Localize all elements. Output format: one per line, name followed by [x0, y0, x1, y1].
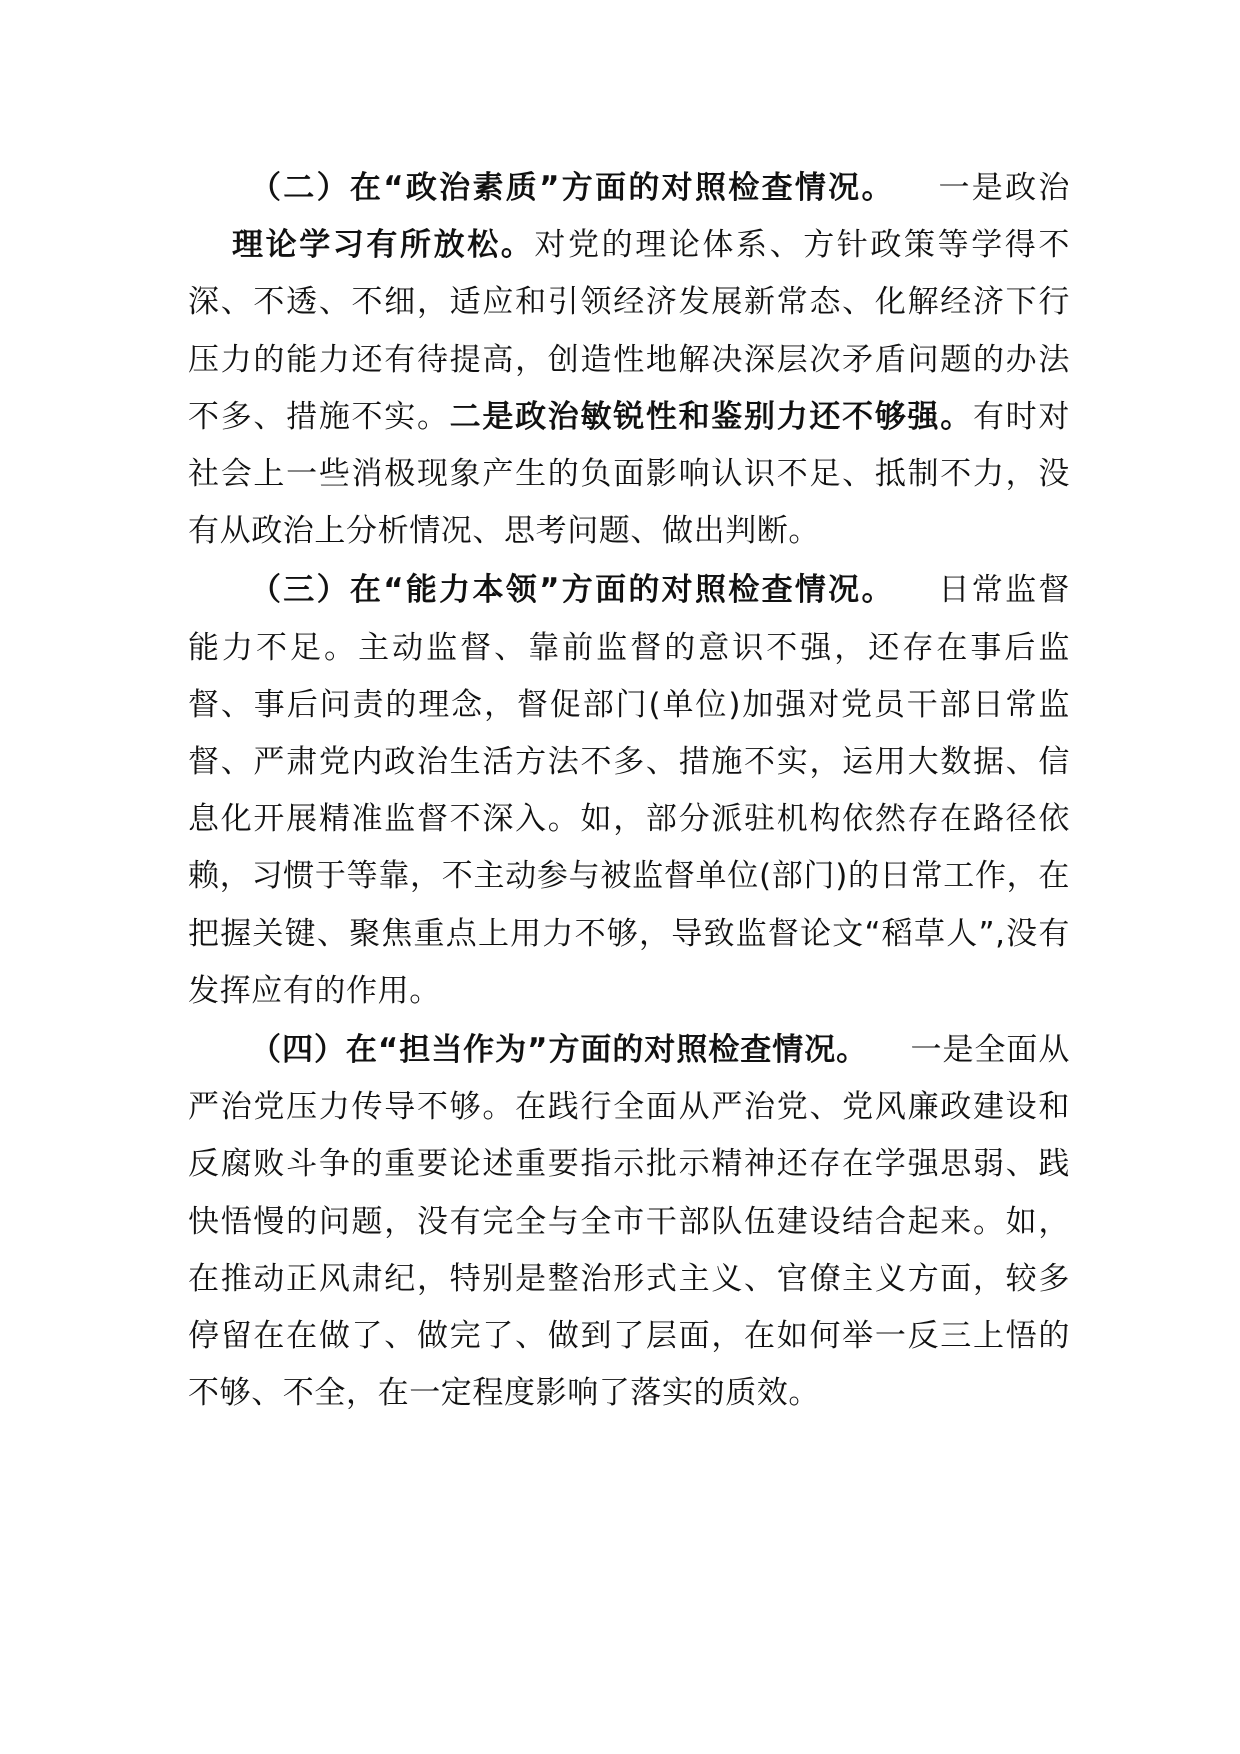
responsibility-body: 一是全面从严治党压力传导不够。在践行全面从严治党、党风廉政建设和反腐败斗争的重要论述重要指示批示精神还存在学强思弱、践快悟慢的问题，没有完全与全市干部队伍建设结合起来。如，在推动正风肃纪，特别是整治形式主义、官僚主义方面，较多停留在在做了、做完了、做到了层面，在如何举一反三上悟的不够、不全，在一定程度影响了落实的质效。: [188, 1032, 1071, 1412]
paragraph-political-quality: [188, 160, 1070, 560]
point-one-title: 理论学习有所放松。: [230, 227, 535, 264]
section-heading-ability: （三）在“能力本领”方面的对照检查情况。: [250, 572, 895, 609]
section-heading-responsibility: （四）在“担当作为”方面的对照检查情况。: [250, 1032, 869, 1069]
paragraph-ability: [188, 562, 1070, 1020]
section-heading-political-quality: （二）在“政治素质”方面的对照检查情况。: [250, 170, 895, 206]
point-one-body: 对党的理论体系、方针政策等学得不深、不透、不细，适应和引领经济发展新常态、化解经济下行压力的能力还有待提高，创造性地解决深层次矛盾问题的办法不多、措施不实。: [188, 227, 1070, 435]
point-two-title: 二是政治敏锐性和鉴别力还不够强。: [449, 398, 973, 435]
point-two-body: 有时对社会上一些消极现象产生的负面影响认识不足、抵制不力，没有从政治上分析情况、思考问题、做出判断。: [188, 398, 1070, 550]
point-one-lead: 一是政治: [936, 170, 1071, 206]
ability-body: 日常监督 能力不足。主动监督、靠前监督的意识不强，还存在事后监督、事后问责的理念，督促部门(单位)加强对党员干部日常监督、严肃党内政治生活方法不多、措施不实，运用大数据、信息化开展精准监督不深入。如，部分派驻机构依然存在路径依赖，习惯于等靠，不主动参与被监督单位(部门)的日常工作，在把握关键、聚焦重点上用力不够，导致监督论文“稻草人”,没有发挥应有的作用。: [188, 572, 1071, 1009]
paragraph-responsibility: [188, 1022, 1070, 1422]
document-body: [188, 160, 1070, 1422]
